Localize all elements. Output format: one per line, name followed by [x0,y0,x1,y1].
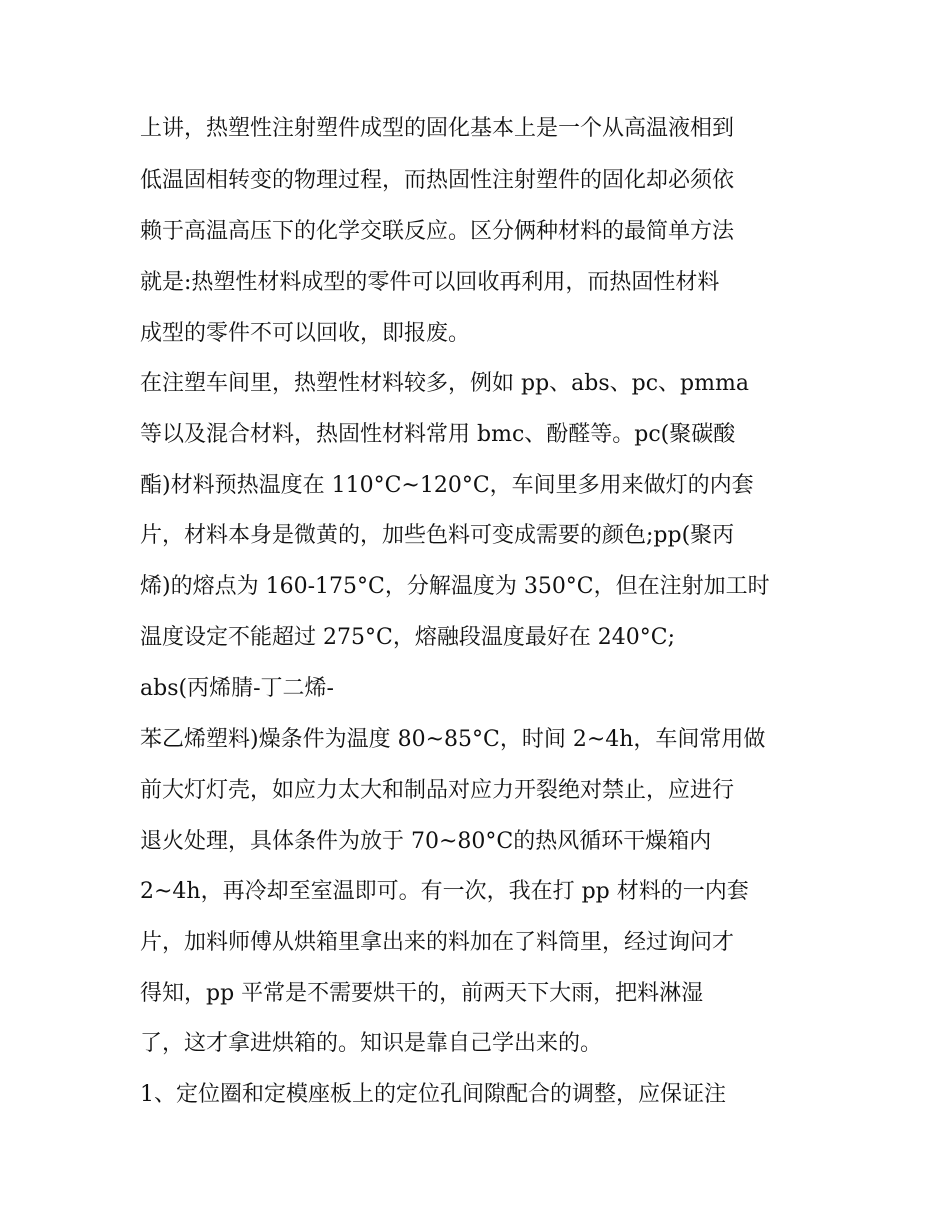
text-line: 酯)材料预热温度在 110°C~120°C，车间里多用来做灯的内套 [140,473,754,498]
text-line: 了，这才拿进烘箱的。知识是靠自己学出来的。 [140,1031,603,1056]
text-line: 在注塑车间里，热塑性材料较多，例如 pp、abs、pc、pmma [140,371,749,396]
text-line: 2~4h，再冷却至室温即可。有一次，我在打 pp 材料的一内套 [140,879,749,904]
text-line: 上讲，热塑性注射塑件成型的固化基本上是一个从高温液相到 [140,116,735,141]
text-line: 温度设定不能超过 275°C，熔融段温度最好在 240°C; [140,625,676,650]
text-line: 烯)的熔点为 160-175°C，分解温度为 350°C，但在注射加工时 [140,574,770,599]
text-line: 得知，pp 平常是不需要烘干的，前两天下大雨，把料淋湿 [140,981,704,1006]
text-line: 片，加料师傅从烘箱里拿出来的料加在了料筒里，经过询问才 [140,930,735,955]
text-line: 前大灯灯壳，如应力太大和制品对应力开裂绝对禁止，应进行 [140,778,735,803]
text-line: 等以及混合材料，热固性材料常用 bmc、酚醛等。pc(聚碳酸 [140,422,736,447]
text-line: 1、定位圈和定模座板上的定位孔间隙配合的调整，应保证注 [140,1082,726,1107]
text-line: 退火处理，具体条件为放于 70~80°C的热风循环干燥箱内 [140,829,712,854]
text-line: abs(丙烯腈-丁二烯- [140,676,334,701]
text-line: 片，材料本身是微黄的，加些色料可变成需要的颜色;pp(聚丙 [140,523,735,548]
text-line: 低温固相转变的物理过程，而热固性注射塑件的固化却必须依 [140,168,735,193]
text-line: 苯乙烯塑料)燥条件为温度 80~85°C，时间 2~4h，车间常用做 [140,727,766,752]
text-line: 赖于高温高压下的化学交联反应。区分俩种材料的最简单方法 [140,219,735,244]
text-line: 就是:热塑性材料成型的零件可以回收再利用，而热固性材料 [140,270,720,295]
text-line: 成型的零件不可以回收，即报废。 [140,321,471,346]
